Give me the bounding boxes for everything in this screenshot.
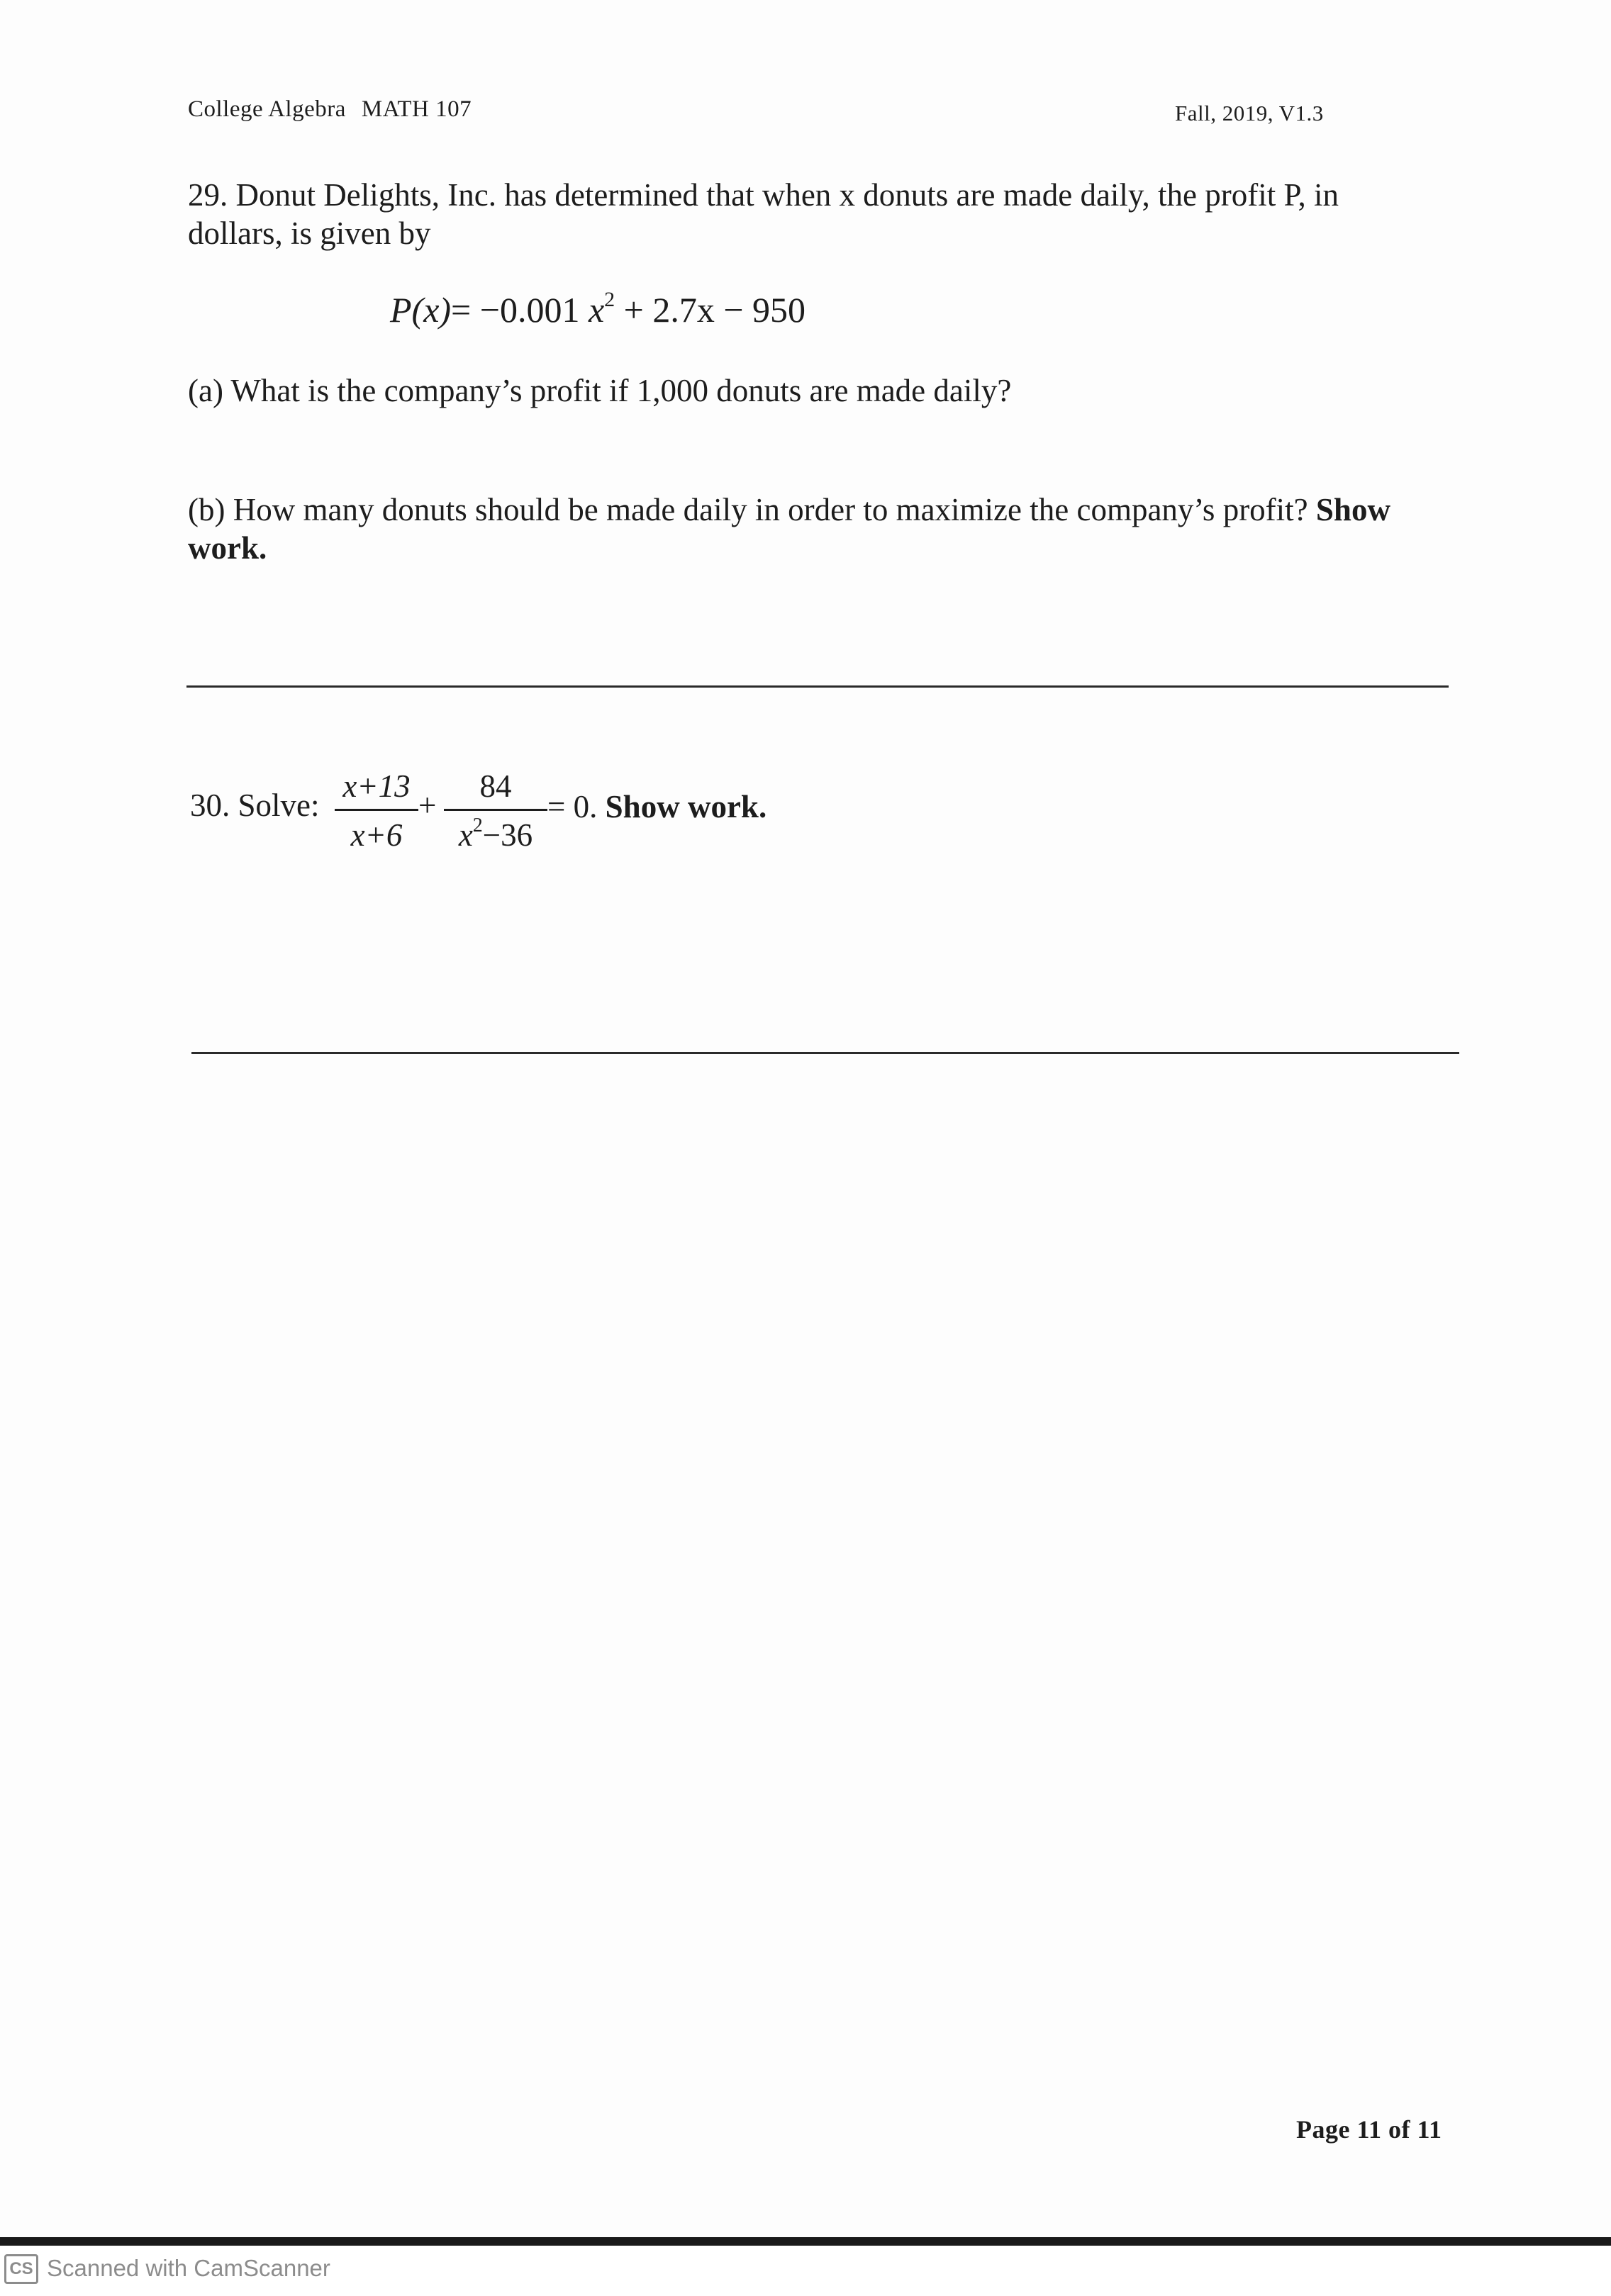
fraction-2-bar bbox=[444, 809, 547, 811]
divider-line bbox=[191, 1052, 1459, 1054]
fraction-2-numerator: 84 bbox=[479, 768, 512, 804]
formula-eq: = −0.001 bbox=[451, 290, 589, 330]
formula-rest: + 2.7x − 950 bbox=[615, 290, 806, 330]
question-29b bbox=[188, 491, 1422, 567]
question-30-label: 30. Solve: bbox=[190, 788, 320, 823]
question-30-show-work: Show work. bbox=[605, 789, 767, 824]
fraction-2-den-var: x bbox=[458, 817, 473, 853]
course-header bbox=[188, 96, 472, 123]
fraction-2-den-rest: −36 bbox=[482, 817, 533, 853]
page-number: Page 11 of 11 bbox=[1296, 2115, 1442, 2144]
formula-var: x bbox=[588, 290, 605, 330]
scan-edge-band bbox=[0, 2237, 1611, 2246]
formula-exponent: 2 bbox=[604, 288, 615, 311]
fraction-1 bbox=[335, 768, 418, 853]
fraction-1-bar bbox=[335, 809, 418, 811]
question-29-intro: 29. Donut Delights, Inc. has determined that when x donuts are made daily, the profit P, in dollars, is given by bbox=[188, 177, 1339, 251]
fraction-2-denominator bbox=[444, 814, 547, 853]
course-title: College Algebra bbox=[188, 96, 346, 122]
profit-formula bbox=[390, 289, 806, 330]
fraction-1-denominator: x+6 bbox=[350, 817, 403, 853]
question-29b-show-work: Show work. bbox=[188, 492, 1390, 566]
term-version: Fall, 2019, V1.3 bbox=[1175, 101, 1324, 125]
course-code: MATH 107 bbox=[361, 96, 472, 122]
camscanner-logo-icon: CS bbox=[4, 2254, 38, 2284]
fraction-1-numerator: x+13 bbox=[342, 768, 411, 804]
divider-line bbox=[186, 685, 1449, 688]
plus-sign: + bbox=[418, 788, 437, 823]
scanner-watermark: Scanned with CamScanner bbox=[47, 2255, 330, 2281]
question-30-tail bbox=[547, 788, 767, 825]
question-29a: (a) What is the company’s profit if 1,000 donuts are made daily? bbox=[188, 373, 1012, 408]
fraction-2-den-exponent: 2 bbox=[472, 814, 483, 836]
formula-lhs: P(x) bbox=[390, 290, 452, 330]
question-29b-text: (b) How many donuts should be made daily in order to maximize the company’s profit? bbox=[188, 492, 1308, 527]
equals-zero: = 0. bbox=[547, 789, 598, 824]
fraction-2 bbox=[444, 768, 547, 853]
